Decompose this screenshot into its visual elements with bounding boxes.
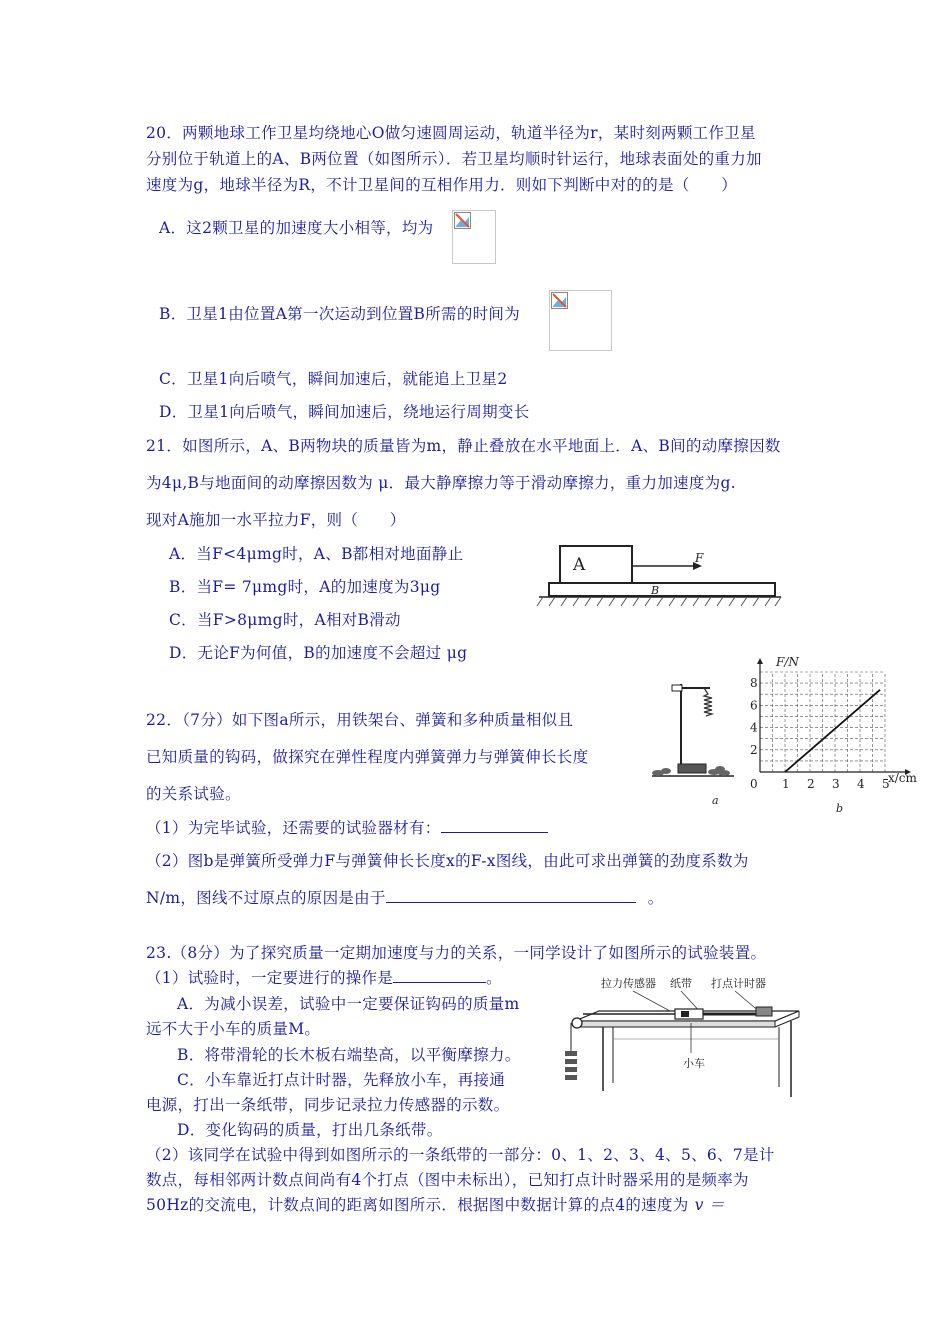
broken-image-formula-a <box>452 210 496 264</box>
q23-option-d: D．变化钩码的质量，打出几条纸带。 <box>177 1121 443 1139</box>
q22-part1-text: （1）为完毕试验，还需要的试验器材有： <box>146 819 441 837</box>
block-a-label: A <box>573 555 586 575</box>
q23-part2-line1: （2）该同学在试验中得到如图所示的一条纸带的一部分：0、1、2、3、4、5、6、7是计 <box>146 1146 775 1164</box>
broken-image-formula-b <box>549 290 612 351</box>
q21-option-a: A．当F<4μmg时，A、B都相对地面静止 <box>169 545 464 563</box>
iron-stand-figure <box>648 676 738 808</box>
q23-option-b: B．将带滑轮的长木板右端垫高，以平衡摩擦力。 <box>177 1046 521 1064</box>
q21-option-b: B．当F= 7μmg时，A的加速度为3μg <box>169 578 441 596</box>
q22-part1 <box>146 818 548 838</box>
q23-option-c-line2: 电源，打出一条纸带，同步记录拉力传感器的示数。 <box>146 1096 510 1114</box>
force-label: F <box>695 551 704 565</box>
q22-stem-line1: 22．（7分）如下图a所示，用铁架台、弹簧和多种质量相似且 <box>146 711 574 729</box>
q20-option-d: D．卫星1向后喷气，瞬间加速后，绕地运行周期变长 <box>159 403 530 421</box>
x-tick-label: 2 <box>807 777 815 791</box>
x-tick-label: 4 <box>857 777 865 791</box>
q23-answer-blank-1[interactable] <box>393 968 486 983</box>
q22-part2-line2 <box>146 888 664 908</box>
x-tick-label: 5 <box>882 777 890 791</box>
y-tick-label: 6 <box>750 698 758 713</box>
q20-option-c: C．卫星1向后喷气，瞬间加速后，就能追上卫星2 <box>159 370 508 388</box>
q20-option-a: A．这2颗卫星的加速度大小相等，均为 <box>159 219 434 237</box>
q20-stem-line2: 分别位于轨道上的A、B两位置（如图所示）．若卫星均顺时针运行，地球表面处的重力加 <box>146 150 762 168</box>
q23-stem: 23.（8分）为了探究质量一定期加速度与力的关系，一同学设计了如图所示的试验装置。 <box>146 944 767 962</box>
chart-y-axis-label: F/N <box>776 655 799 669</box>
apparatus-figure <box>553 973 805 1101</box>
fx-chart <box>740 652 930 818</box>
broken-image-icon <box>454 212 471 229</box>
q23-part2-text: 50Hz的交流电，计数点间的距离如图所示．根据图中数据计算的点4的速度为 <box>146 1196 689 1214</box>
q20-option-b: B．卫星1由位置A第一次运动到位置B所需的时间为 <box>159 305 521 323</box>
y-tick-label: 8 <box>750 676 758 691</box>
q23-option-a-line1: A．为减小误差，试验中一定要保证钩码的质量m <box>177 995 520 1013</box>
series-line <box>785 690 880 772</box>
figure-a-label: a <box>712 794 719 807</box>
label-timer: 打点计时器 <box>711 977 766 990</box>
q22-answer-blank-1[interactable] <box>441 818 548 833</box>
timer-device <box>756 1007 772 1016</box>
q21-option-d: D．无论F为何值，B的加速度不会超过 μg <box>169 644 468 662</box>
label-force-sensor: 拉力传感器 <box>601 977 656 990</box>
label-cart: 小车 <box>683 1057 705 1070</box>
q22-part2-text: N/m，图线不过原点的原因是由于 <box>146 889 386 907</box>
x-tick-label: 1 <box>782 777 790 791</box>
q22-part2-line1: （2）图b是弹簧所受弹力F与弹簧伸长长度x的F-x图线，由此可求出弹簧的劲度系数为 <box>146 852 749 870</box>
spring <box>704 688 712 716</box>
q23-part1 <box>146 968 502 988</box>
chart-grid <box>760 672 885 772</box>
q22-stem-line3: 的关系试验。 <box>146 785 241 803</box>
chart-series <box>785 690 880 772</box>
y-axis-arrow <box>757 658 763 664</box>
label-paper-tape: 纸带 <box>670 977 692 990</box>
block-a <box>560 546 632 583</box>
q23-option-a-line2: 远不大于小车的质量M。 <box>146 1020 321 1038</box>
q23-velocity: v ＝ <box>694 1196 725 1214</box>
figure-b-label: b <box>836 802 844 815</box>
q23-part2-line2: 数点，每相邻两计数点间尚有4个打点（图中未标出），已知打点计时器采用的是频率为 <box>146 1171 749 1189</box>
y-tick-label: 4 <box>750 720 758 735</box>
q23-option-c-line1: C．小车靠近打点计时器，先释放小车，再接通 <box>177 1071 506 1089</box>
pulley <box>572 1018 582 1028</box>
chart-tick-labels <box>750 676 890 791</box>
q23-part1-text: （1）试验时，一定要进行的操作是 <box>146 969 394 987</box>
q21-stem-line2: 为4μ,B与地面间的动摩擦因数为 μ．最大静摩擦力等于滑动摩擦力，重力加速度为g. <box>146 474 736 492</box>
y-tick-label: 2 <box>750 742 758 757</box>
block-b <box>549 583 775 596</box>
x-tick-label: 0 <box>750 777 758 791</box>
q21-stem-line1: 21．如图所示，A、B两物块的质量皆为m，静止叠放在水平地面上．A、B间的动摩擦因数 <box>146 437 781 455</box>
chart-x-axis-label: x/cm <box>888 771 917 785</box>
block-b-label: B <box>651 584 660 597</box>
q21-stem-line3: 现对A施加一水平拉力F，则（ ） <box>146 511 406 529</box>
q23-part1-end: 。 <box>486 969 502 987</box>
hook-weights <box>565 1051 577 1080</box>
x-tick-label: 3 <box>832 777 840 791</box>
q22-period: 。 <box>647 889 664 907</box>
q22-answer-blank-2[interactable] <box>386 888 636 903</box>
q23-part2-line3 <box>146 1195 725 1215</box>
q20-stem-line3: 速度为g，地球半径为R，不计卫星间的互相作用力．则如下判断中对的的是（ ） <box>146 176 737 194</box>
q22-stem-line2: 已知质量的钩码，做探究在弹性程度内弹簧弹力与弹簧伸长长度 <box>146 748 589 766</box>
blocks-figure <box>535 540 785 618</box>
broken-image-icon <box>551 292 568 309</box>
q20-stem-line1: 20．两颗地球工作卫星均绕地心O做匀速圆周运动，轨道半径为r，某时刻两颗工作卫星 <box>146 124 756 142</box>
q21-option-c: C．当F>8μmg时，A相对B滑动 <box>169 611 401 629</box>
